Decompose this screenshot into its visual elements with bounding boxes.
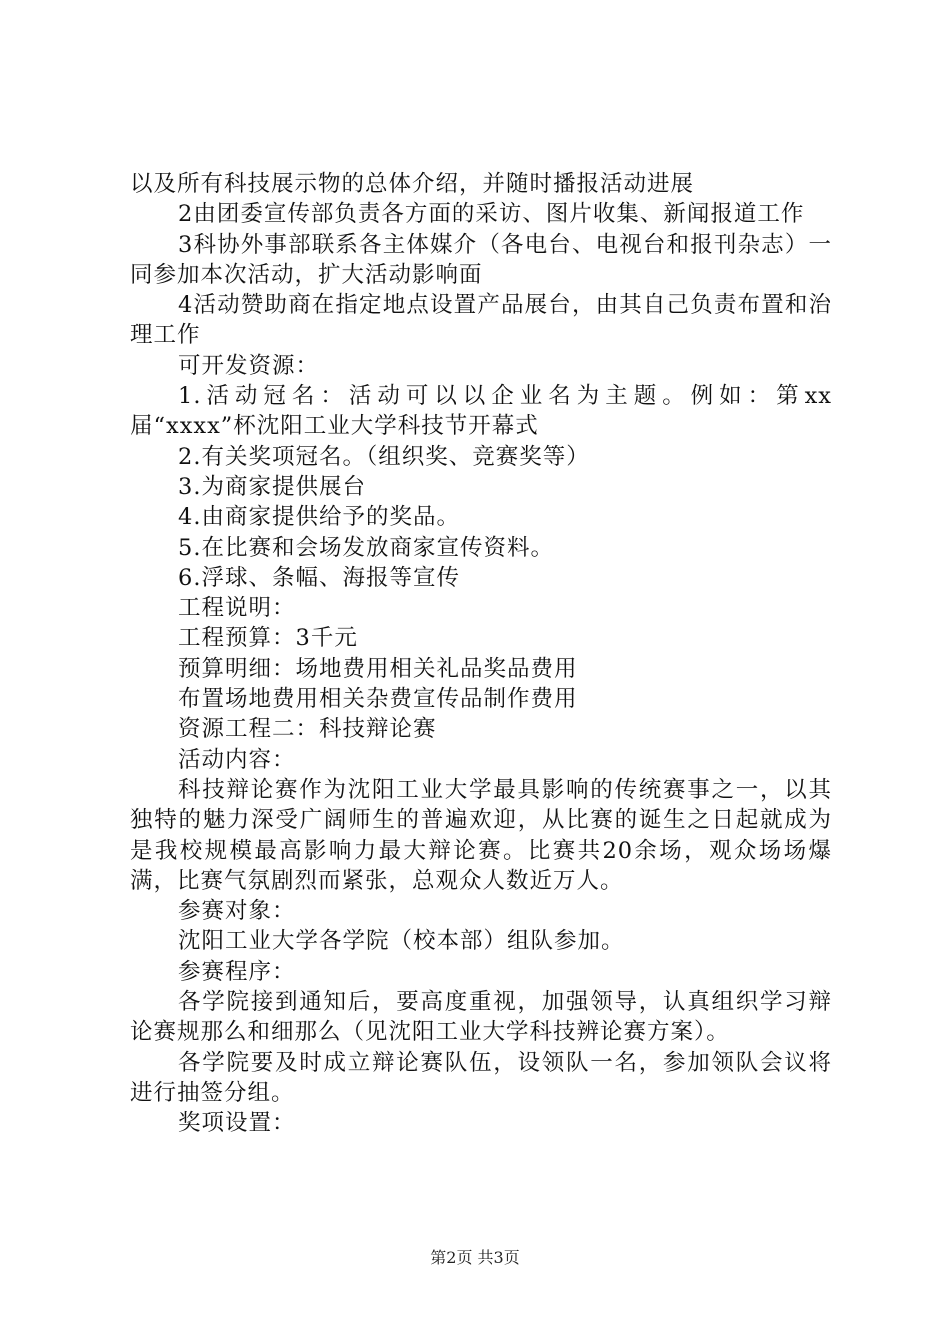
paragraph: 各学院要及时成立辩论赛队伍，设领队一名，参加领队会议将进行抽签分组。	[130, 1049, 832, 1106]
paragraph: 活动内容：	[178, 746, 296, 773]
paragraph: 预算明细：场地费用相关礼品奖品费用	[178, 655, 578, 682]
paragraph: 资源工程二：科技辩论赛	[178, 716, 437, 743]
paragraph: 5.在比赛和会场发放商家宣传资料。	[178, 534, 554, 561]
paragraph: 6.浮球、条幅、海报等宣传	[178, 564, 460, 591]
document-body	[130, 169, 832, 1139]
paragraph: 4.由商家提供给予的奖品。	[178, 504, 460, 531]
paragraph: 各学院接到通知后，要高度重视，加强领导，认真组织学习辩论赛规那么和细那么（见沈阳工业大学科技辨论赛方案）。	[130, 989, 832, 1046]
paragraph: 可开发资源：	[178, 352, 320, 379]
paragraph: 布置场地费用相关杂费宣传品制作费用	[178, 686, 578, 713]
page-footer: 第2页 共3页	[430, 1248, 520, 1267]
paragraph: 参赛程序：	[178, 958, 296, 985]
paragraph: 科技辩论赛作为沈阳工业大学最具影响的传统赛事之一，以其独特的魅力深受广阔师生的普遍欢迎，从比赛的诞生之日起就成为是我校规模最高影响力最大辩论赛。比赛共20余场，观众场场爆满，比赛气氛剧烈而紧张，总观众人数近万人。	[130, 776, 832, 894]
paragraph: 1.活动冠名：活动可以以企业名为主题。例如：第xx届“xxxx”杯沈阳工业大学科技节开幕式	[130, 383, 832, 440]
paragraph: 奖项设置：	[178, 1110, 296, 1137]
paragraph: 4活动赞助商在指定地点设置产品展台，由其自己负责布置和治理工作	[130, 292, 832, 349]
paragraph: 工程预算：3千元	[178, 625, 358, 652]
paragraph: 3.为商家提供展台	[178, 473, 366, 500]
paragraph: 2.有关奖项冠名。（组织奖、竞赛奖等）	[178, 443, 590, 470]
paragraph: 参赛对象：	[178, 898, 296, 925]
paragraph: 以及所有科技展示物的总体介绍，并随时播报活动进展	[130, 171, 695, 197]
paragraph: 2由团委宣传部负责各方面的采访、图片收集、新闻报道工作	[178, 201, 805, 228]
paragraph: 工程说明：	[178, 595, 296, 622]
paragraph: 沈阳工业大学各学院（校本部）组队参加。	[178, 928, 625, 955]
paragraph: 3科协外事部联系各主体媒介（各电台、电视台和报刊杂志）一同参加本次活动，扩大活动影响面	[130, 231, 832, 288]
